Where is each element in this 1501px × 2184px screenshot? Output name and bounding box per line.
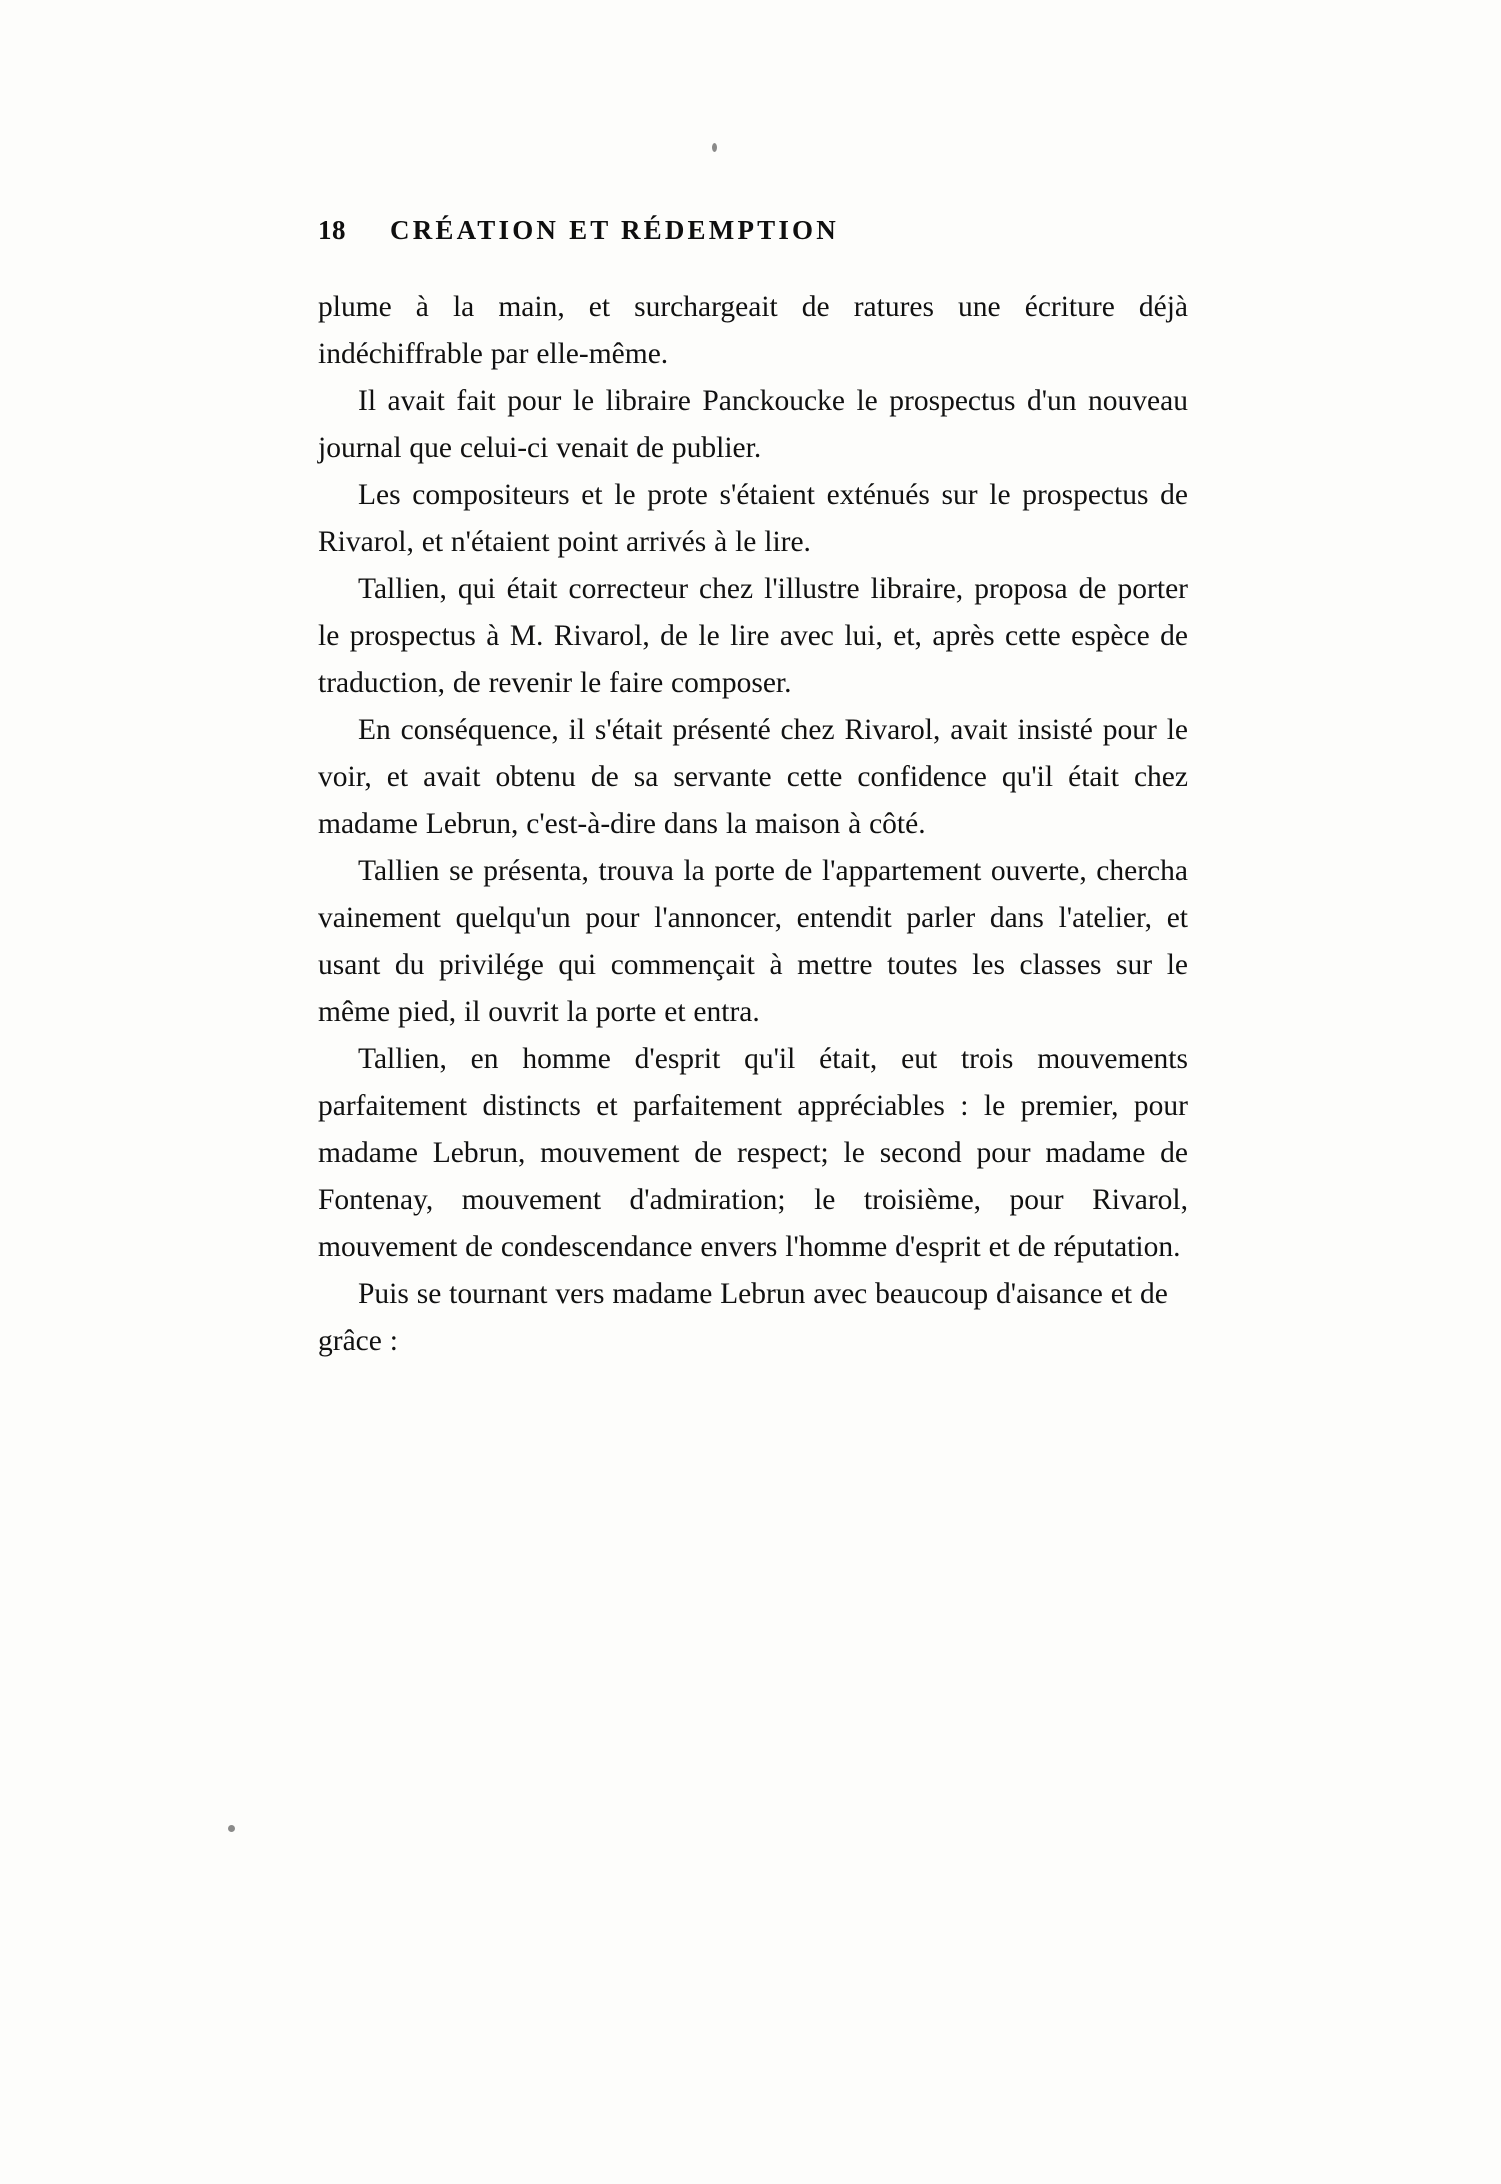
paragraph: Les compositeurs et le prote s'étaient exténués sur le prospectus de Rivarol, et n'étaient point arrivés à le lire.: [318, 479, 1188, 558]
page-content: [318, 215, 1188, 1365]
page-number: 18: [318, 215, 346, 245]
page-header: [318, 215, 1188, 246]
scan-speck: [712, 143, 717, 152]
paragraph: Il avait fait pour le libraire Panckoucke le prospectus d'un nouveau journal que celui-ci venait de publier.: [318, 385, 1188, 464]
paragraph: Tallien se présenta, trouva la porte de l'appartement ouverte, chercha vainement quelqu'un pour l'annoncer, entendit parler dans l'atelier, et usant du privilége qui commençait à mettre toutes les classes sur le même pied, il ouvrit la porte et entra.: [318, 855, 1188, 1028]
scan-speck: [228, 1825, 235, 1832]
paragraph: Tallien, en homme d'esprit qu'il était, eut trois mouvements parfaitement distincts et parfaitement appréciables : le premier, pour madame Lebrun, mouvement de respect; le second pour madame de Fontenay, mouvement d'admiration; le troisième, pour Rivarol, mouvement de condescendance envers l'homme d'esprit et de réputation.: [318, 1043, 1188, 1263]
paragraph: En conséquence, il s'était présenté chez Rivarol, avait insisté pour le voir, et avait obtenu de sa servante cette confidence qu'il était chez madame Lebrun, c'est-à-dire dans la maison à côté.: [318, 714, 1188, 840]
running-title: CRÉATION ET RÉDEMPTION: [390, 215, 839, 245]
paragraph: plume à la main, et surchargeait de ratures une écriture déjà indéchiffrable par elle-même.: [318, 291, 1188, 370]
paragraph: Tallien, qui était correcteur chez l'illustre libraire, proposa de porter le prospectus à M. Rivarol, de le lire avec lui, et, après cette espèce de traduction, de revenir le faire composer.: [318, 573, 1188, 699]
paragraph: Puis se tournant vers madame Lebrun avec beaucoup d'aisance et de grâce :: [318, 1278, 1168, 1357]
body-text: [318, 284, 1188, 1365]
